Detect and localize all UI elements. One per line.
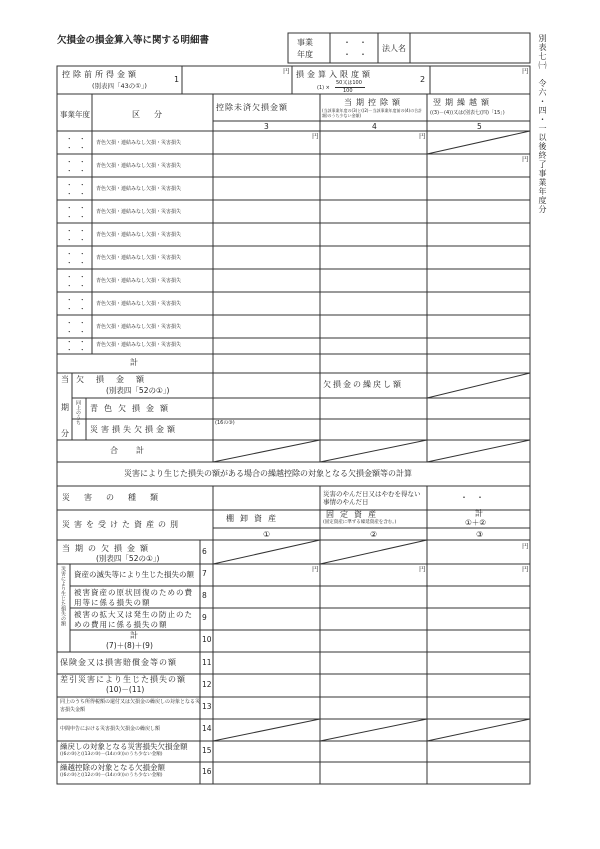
row-number-8: 8	[202, 591, 207, 600]
loss-subtotal-formula: (7)＋(8)＋(9)	[106, 641, 153, 650]
row-number-10: 10	[202, 635, 212, 644]
col5-note: ((3)－(4))又は(別表七(四)「15」)	[430, 110, 505, 116]
carryforward-target-note: ((6の③)と((12の③)－(14の③))のうち少ない金額)	[60, 773, 163, 778]
row-year[interactable]: ・ ・ ・ ・	[66, 273, 86, 291]
row-year[interactable]: ・ ・ ・ ・	[66, 181, 86, 199]
yen-unit: 円	[419, 565, 426, 573]
yen-unit: 円	[522, 155, 529, 163]
jigyo-label-1: 事業	[297, 38, 313, 47]
col4-header: 当期控除額	[344, 98, 404, 107]
period-end-field[interactable]: ・ ・	[343, 50, 367, 59]
yen-unit: 円	[312, 132, 319, 140]
deficit-ref: (別表四「52の①」)	[106, 386, 170, 395]
col-3-number: ③	[476, 530, 484, 539]
yen-unit: 円	[312, 565, 319, 573]
row-category[interactable]: 青色欠損・連結みなし欠損・災害損失	[96, 209, 182, 215]
carryback-label: 欠損金の繰戻し額	[323, 380, 403, 389]
insurance-label: 保険金又は損害賠償金等の額	[60, 658, 177, 667]
loss-subtotal-label: 計	[130, 631, 138, 640]
row-number-9: 9	[202, 613, 207, 622]
ref-16-3: (16の③)	[215, 420, 235, 426]
row-year[interactable]: ・ ・ ・ ・	[66, 158, 86, 176]
current-deficit-ref: (別表四「52の①」)	[96, 554, 160, 563]
yen-unit: 円	[522, 565, 529, 573]
limit-formula: (1) ×	[317, 85, 330, 91]
deduction-income-ref: (別表四「43の①」)	[92, 82, 147, 90]
fixed-asset-header: 固定資産	[326, 510, 382, 519]
limit-frac-den: 100	[343, 88, 353, 94]
corp-name-label: 法人名	[382, 44, 406, 53]
total-formula: ①＋②	[465, 518, 486, 527]
row-category[interactable]: 青色欠損・連結みなし欠損・災害損失	[96, 324, 182, 330]
deduction-income-field[interactable]	[184, 68, 290, 92]
disaster-section-title: 災害により生じた損失の額がある場合の繰越控除の対象となる欠損金額等の計算	[124, 469, 412, 478]
col3-header: 控除未済欠損金額	[216, 103, 288, 112]
corp-name-field[interactable]	[412, 35, 528, 61]
current-period-char-3: 分	[61, 429, 69, 438]
row-year[interactable]: ・ ・ ・ ・	[66, 135, 86, 153]
col-2-number: ②	[370, 530, 378, 539]
total-header: 計	[475, 509, 483, 518]
row-number-2: 2	[420, 75, 426, 84]
row-category[interactable]: 青色欠損・連結みなし欠損・災害損失	[96, 186, 182, 192]
deduction-income-label: 控除前所得金額	[62, 70, 139, 79]
row-number-11: 11	[202, 658, 212, 667]
row-number-6: 6	[202, 547, 207, 556]
asset-loss-label: 資産の滅失等により生じた損失の額	[74, 570, 194, 579]
disaster-loss-vertical-label: 災害により生じた損失の額	[60, 566, 66, 626]
inventory-header: 棚卸資産	[226, 514, 282, 523]
yen-unit: 円	[419, 132, 426, 140]
restoration-loss-label: 被害資産の原状回復のための費用等に係る損失の額	[74, 588, 193, 608]
net-loss-formula: (10)－(11)	[106, 685, 145, 694]
row-number-14: 14	[202, 724, 212, 733]
carryforward-target-label: 繰越控除の対象となる欠損金額	[60, 763, 165, 772]
disaster-deficit-label: 災害損失欠損金額	[90, 425, 178, 434]
row-year[interactable]: ・ ・ ・ ・	[66, 319, 86, 337]
row-number-12: 12	[202, 680, 212, 689]
row-category[interactable]: 青色欠損・連結みなし欠損・災害損失	[96, 163, 182, 169]
row-category[interactable]: 青色欠損・連結みなし欠損・災害損失	[96, 278, 182, 284]
row-category[interactable]: 青色欠損・連結みなし欠損・災害損失	[96, 140, 182, 146]
limit-label: 損金算入限度額	[296, 70, 373, 79]
yen-unit: 円	[522, 67, 529, 75]
row-category[interactable]: 青色欠損・連結みなし欠損・災害損失	[96, 255, 182, 261]
col-1-number: ①	[263, 530, 271, 539]
row-year[interactable]: ・ ・ ・ ・	[66, 204, 86, 222]
carryback-target-label: 繰戻しの対象となる災害損失欠損金額	[60, 742, 188, 751]
subtotal-label: 計	[130, 358, 138, 367]
disaster-end-label: 災害のやんだ日又はやむを得ない事情のやんだ日	[323, 490, 421, 507]
col3-number: 3	[264, 122, 269, 131]
row-year[interactable]: ・ ・ ・ ・	[66, 338, 86, 355]
yen-unit: 円	[283, 67, 290, 75]
current-period-char-1: 当	[61, 375, 69, 384]
row-number-1: 1	[174, 75, 180, 84]
row-year[interactable]: ・ ・ ・ ・	[66, 250, 86, 268]
disaster-type-label: 災害の種類	[62, 493, 172, 502]
limit-field[interactable]	[432, 68, 528, 92]
row-category[interactable]: 青色欠損・連結みなし欠損・災害損失	[96, 232, 182, 238]
current-deficit-label: 当期の欠損金額	[62, 544, 153, 553]
row-number-7: 7	[202, 569, 207, 578]
row-year[interactable]: ・ ・ ・ ・	[66, 296, 86, 314]
carryback-target-note: ((6の③)と((13の③)－(14の③))のうち少ない金額)	[60, 752, 163, 757]
row-category[interactable]: 青色欠損・連結みなし欠損・災害損失	[96, 342, 182, 348]
disaster-type-field[interactable]	[215, 488, 318, 508]
refund-target-label: 同上のうち所得税額の還付又は欠損金の繰戻しの対象となる災害損失金額	[60, 699, 201, 713]
col4-note: (当該事業年度の(3)と((2)－当該事業年度前の(4)の合計額)のうち少ない金額)	[322, 108, 423, 118]
col-year-header: 事業年度	[60, 110, 90, 119]
col5-number: 5	[477, 122, 482, 131]
col-category-header: 区分	[132, 110, 176, 119]
blue-deficit-label: 青色欠損金額	[90, 404, 174, 413]
row-number-15: 15	[202, 746, 212, 755]
row-year[interactable]: ・ ・ ・ ・	[66, 227, 86, 245]
deficit-label: 欠損金額	[76, 375, 156, 384]
net-loss-label: 差引災害により生じた損失の額	[60, 675, 186, 684]
schedule-label: 別表七㈠ 令六・四・一以後終了事業年度分	[538, 34, 547, 214]
col4-number: 4	[372, 122, 377, 131]
row-number-13: 13	[202, 702, 212, 711]
fixed-asset-note: (固定資産に準ずる繰延資産を含む。)	[323, 520, 397, 525]
grand-total-label: 合計	[110, 446, 162, 455]
jigyo-label-2: 年度	[297, 50, 313, 59]
interim-carryback-label: 中間申告における災害損失欠損金の繰戻し額	[60, 726, 161, 732]
asset-label: 災害を受けた資産の別	[62, 520, 182, 529]
form-title: 欠損金の損金算入等に関する明細書	[57, 35, 210, 46]
period-start-field[interactable]: ・ ・	[343, 38, 367, 47]
row-category[interactable]: 青色欠損・連結みなし欠損・災害損失	[96, 301, 182, 307]
col5-header: 翌期繰越額	[433, 98, 493, 107]
limit-frac-num: 50又は100	[336, 80, 362, 86]
same-above-label: 同上のうち	[75, 400, 81, 425]
yen-unit: 円	[522, 542, 529, 550]
disaster-end-date-field[interactable]: ・ ・	[460, 493, 484, 502]
current-period-char-2: 期	[61, 403, 69, 412]
prevention-loss-label: 被害の拡大又は発生の防止のための費用に係る損失の額	[74, 610, 193, 630]
row-number-16: 16	[202, 767, 212, 776]
